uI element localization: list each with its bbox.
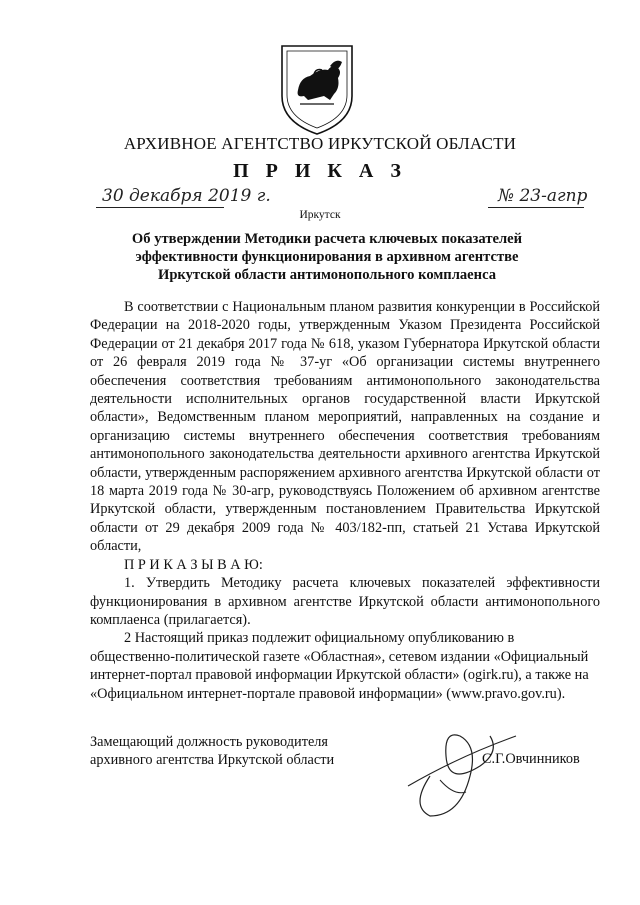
number-underline: [488, 207, 584, 208]
order-item-2: 2 Настоящий приказ подлежит официальному опубликованию в общественно-политической газете «Областная», сетевом издании «Официальный интернет-портал правовой информации Иркутской области» (ogirk.ru), а также на «Официальном интернет-портале правовой информации» (www.pravo.gov.ru).: [90, 630, 589, 702]
agency-name: АРХИВНОЕ АГЕНТСТВО ИРКУТСКОЙ ОБЛАСТИ: [123, 134, 517, 153]
preamble-paragraph: В соответствии с Национальным планом развития конкуренции в Российской Федерации на 2018-2020 годы, утвержденным Указом Президента Российской Федерации от 21 декабря 2017 года № 618, указом Губернатора Иркутской области от 26 февраля 2019 года № 37-уг «Об организации системы внутреннего обеспечения соответствия требованиям антимонопольного законодательства деятельности исполнительных органов государственной власти Иркутской области», Ведомственным планом мероприятий, направленных на создание и организацию системы внутреннего обеспечения соответствия требованиям антимонопольного законодательства деятельности архивного агентства Иркутской области, утвержденным распоряжением архивного агентства Иркутской области от 18 марта 2019 года № 30-агр, руководствуясь Положением об архивном агентстве Иркутской области, утвержденным постановлением Правительства Иркутской области от 29 декабря 2009 года № 403/182-пп, статьей 21 Устава Иркутской области,: [90, 299, 600, 555]
handwritten-signature: [400, 716, 520, 826]
date-underline: [96, 207, 224, 208]
document-body: [90, 298, 600, 703]
signatory-name: С.Г.Овчинников: [482, 751, 580, 767]
position-line-1: Замещающий должность руководителя: [90, 734, 329, 750]
coat-of-arms-emblem: [270, 38, 364, 138]
signatory-position: [90, 733, 334, 770]
handwritten-date: 30 декабря 2019 г.: [102, 186, 271, 206]
handwritten-number: № 23-агпр: [498, 186, 588, 206]
document-title: Об утверждении Методики расчета ключевых показателей эффективности функционирования в архивном агентстве Иркутской области антимонопольного комплаенса: [131, 231, 523, 283]
document-type: П Р И К А З: [233, 160, 407, 182]
city-name: Иркутск: [299, 209, 341, 221]
position-line-2: архивного агентства Иркутской области: [90, 752, 335, 769]
order-word: П Р И К А З Ы В А Ю:: [124, 556, 263, 573]
order-item-1: 1. Утвердить Методику расчета ключевых показателей эффективности функционирования в архивном агентстве Иркутской области антимонопольного комплаенса (прилагается).: [90, 575, 600, 628]
